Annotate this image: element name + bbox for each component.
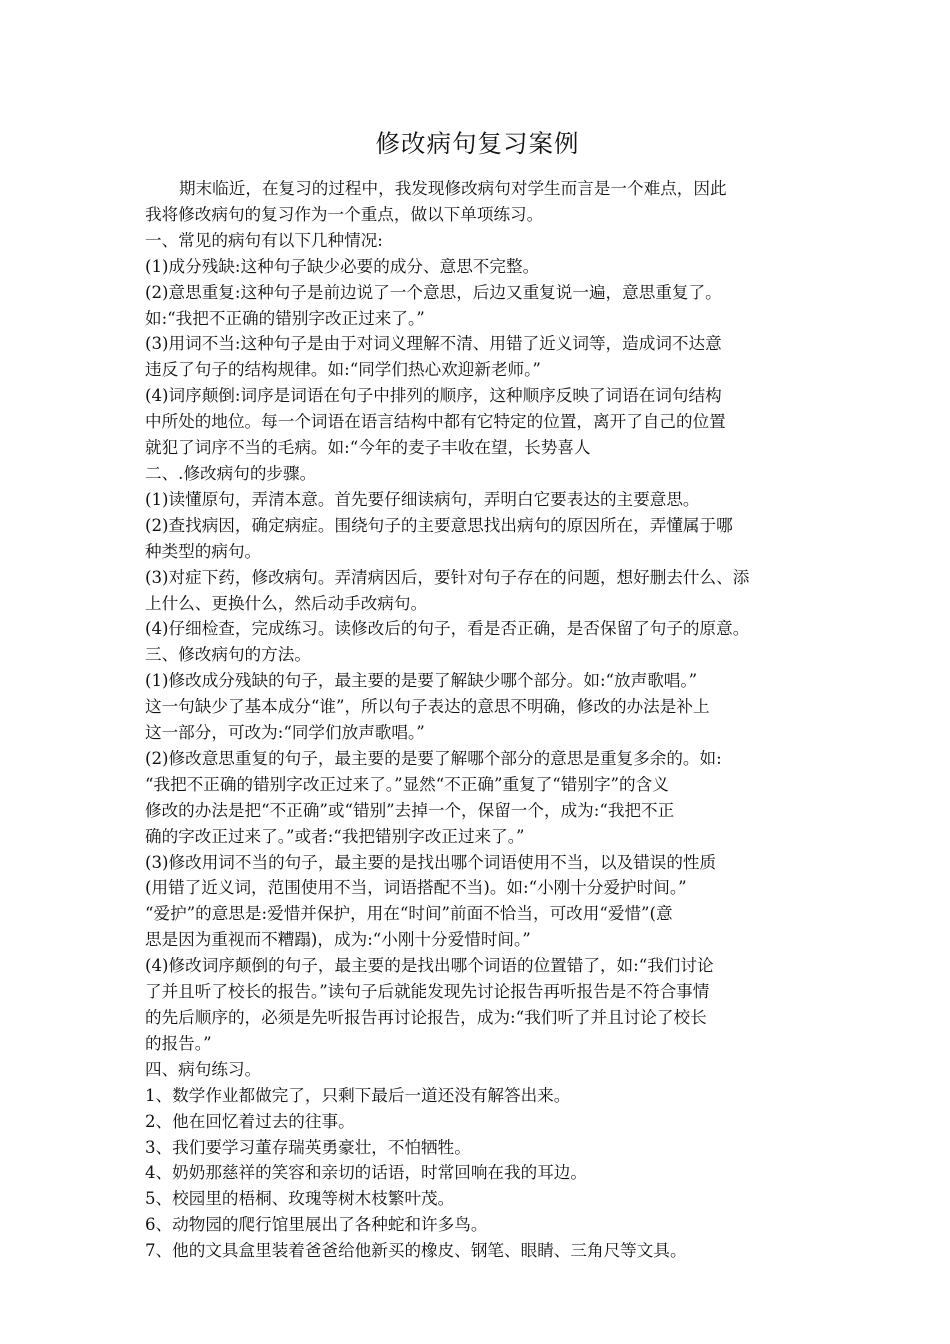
paragraph-line: (4)仔细检查，完成练习。读修改后的句子，看是否正确，是否保留了句子的原意。 — [145, 619, 750, 639]
paragraph-line: (4)修改词序颠倒的句子，最主要的是找出哪个词语的位置错了，如:“我们讨论 — [145, 956, 714, 976]
exercise-item: 2、他在回忆着过去的往事。 — [145, 1111, 355, 1131]
paragraph-line: 确的字改正过来了。”或者:“我把错别字改正过来了。” — [145, 826, 525, 846]
section-heading: 一、常见的病句有以下几种情况: — [145, 230, 383, 250]
paragraph-line: 期末临近，在复习的过程中，我发现修改病句对学生而言是一个难点，因此 — [179, 179, 727, 198]
exercise-item: 5、校园里的梧桐、玫瑰等树木枝繁叶茂。 — [145, 1189, 455, 1209]
paragraph-line: 我将修改病句的复习作为一个重点，做以下单项练习。 — [145, 204, 544, 224]
exercise-item: 3、我们要学习董存瑞英勇豪壮，不怕牺牲。 — [145, 1137, 471, 1157]
paragraph-line: 种类型的病句。 — [145, 541, 262, 561]
paragraph-line: 这一句缺少了基本成分“谁”，所以句子表达的意思不明确，修改的办法是补上 — [145, 697, 710, 717]
paragraph-line: 思是因为重视而不糟蹋)，成为:“小刚十分爱惜时间。” — [145, 930, 531, 950]
section-heading: 四、病句练习。 — [145, 1059, 262, 1079]
paragraph-line: (用错了近义词，范围使用不当，词语搭配不当)。如:“小刚十分爱护时间。” — [145, 878, 687, 898]
paragraph-line: (2)查找病因，确定病症。围绕句子的主要意思找出病句的原因所在，弄懂属于哪 — [145, 515, 733, 535]
paragraph-line: (4)词序颠倒:词序是词语在句子中排列的顺序，这种顺序反映了词语在词句结构 — [145, 386, 722, 406]
paragraph-line: 修改的办法是把“不正确”或“错别”去掉一个，保留一个，成为:“我把不正 — [145, 800, 675, 820]
paragraph-line: 了并且听了校长的报告。”读句子后就能发现先讨论报告再听报告是不符合事情 — [145, 982, 710, 1002]
paragraph-line: (3)用词不当:这种句子是由于对词义理解不清、用错了近义词等，造成词不达意 — [145, 334, 722, 354]
exercise-item: 1、数学作业都做完了，只剩下最后一道还没有解答出来。 — [145, 1085, 571, 1105]
document-title: 修改病句复习案例 — [375, 129, 580, 158]
exercise-item: 7、他的文具盒里装着爸爸给他新买的橡皮、钢笔、眼睛、三角尺等文具。 — [145, 1241, 687, 1261]
section-heading: 三、修改病句的方法。 — [145, 645, 311, 665]
exercise-item: 4、奶奶那慈祥的笑容和亲切的话语，时常回响在我的耳边。 — [145, 1163, 587, 1183]
paragraph-line: “我把不正确的错别字改正过来了。”显然“不正确”重复了“错别字”的含义 — [145, 774, 669, 794]
paragraph-line: (2)意思重复:这种句子是前边说了一个意思，后边又重复说一遍，意思重复了。 — [145, 282, 722, 302]
paragraph-line: 中所处的地位。每一个词语在语言结构中都有它特定的位置，离开了自己的位置 — [145, 412, 726, 432]
paragraph-line: 上什么、更换什么，然后动手改病句。 — [145, 593, 428, 613]
paragraph-line: (2)修改意思重复的句子，最主要的是要了解哪个部分的意思是重复多余的。如: — [145, 748, 722, 768]
paragraph-line: 这一部分，可改为:“同学们放声歌唱。” — [145, 723, 425, 743]
paragraph-line: 的报告。” — [145, 1033, 212, 1053]
paragraph-line: 就犯了词序不当的毛病。如:“今年的麦子丰收在望，长势喜人 — [145, 438, 591, 458]
document-page — [145, 128, 810, 1264]
paragraph-line: 违反了句子的结构规律。如:“同学们热心欢迎新老师。” — [145, 360, 541, 380]
section-heading: 二、.修改病句的步骤。 — [145, 463, 317, 483]
paragraph-line: (1)成分残缺:这种句子缺少必要的成分、意思不完整。 — [145, 256, 540, 276]
paragraph-line: (1)读懂原句，弄清本意。首先要仔细读病句，弄明白它要表达的主要意思。 — [145, 489, 700, 509]
paragraph-line: 的先后顺序的，必须是先听报告再讨论报告，成为:“我们听了并且讨论了校长 — [145, 1008, 707, 1027]
paragraph-line: (3)对症下药，修改病句。弄清病因后，要针对句子存在的问题，想好删去什么、添 — [145, 567, 750, 587]
paragraph-line: “爱护”的意思是:爱惜并保护，用在“时间”前面不恰当，可改用“爱惜”(意 — [145, 904, 673, 924]
paragraph-line: (1)修改成分残缺的句子，最主要的是要了解缺少哪个部分。如:“放声歌唱。” — [145, 671, 698, 691]
paragraph-line: 如:“我把不正确的错别字改正过来了。” — [145, 308, 425, 328]
exercise-item: 6、动物园的爬行馆里展出了各种蛇和许多鸟。 — [145, 1215, 488, 1235]
paragraph-line: (3)修改用词不当的句子，最主要的是找出哪个词语使用不当，以及错误的性质 — [145, 852, 717, 872]
